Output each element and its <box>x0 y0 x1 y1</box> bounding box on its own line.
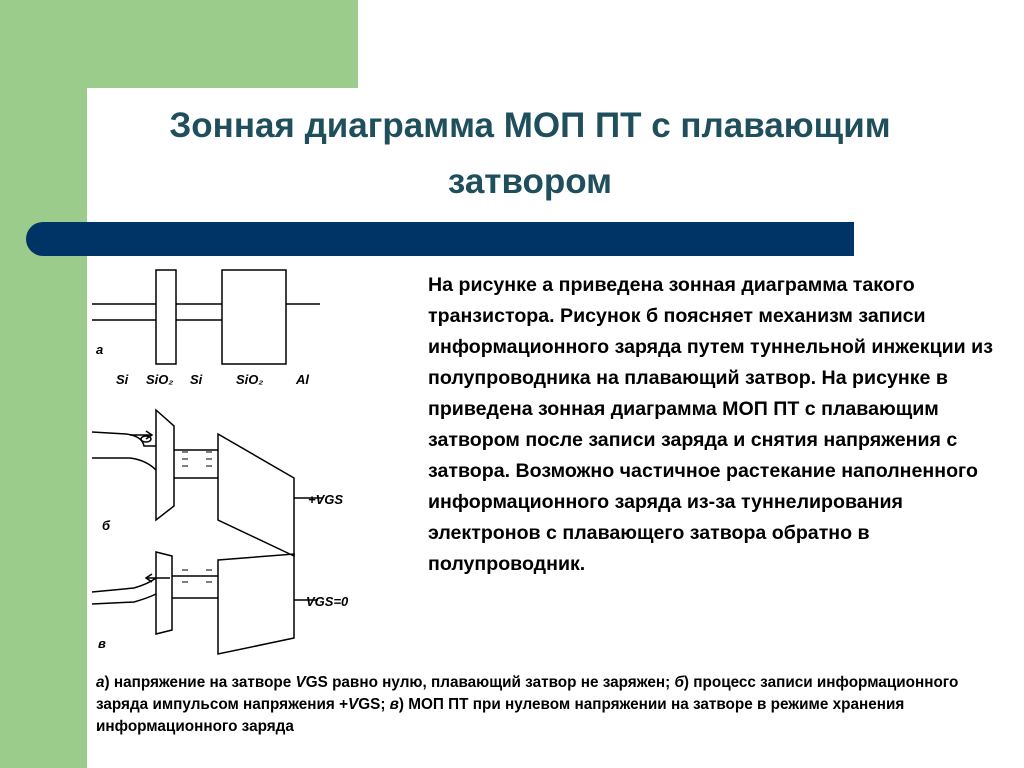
layer-si-label: Si <box>116 372 129 387</box>
panel-c-label: в <box>98 636 106 651</box>
panel-a-oxide-2 <box>222 270 286 364</box>
layer-si-2-label: Si <box>190 372 203 387</box>
caption-part-a: ) напряжение на затворе <box>104 674 296 691</box>
panel-b-label: б <box>102 518 111 533</box>
caption-part-a2: GS равно нулю, плавающий затвор не заряжен; <box>305 674 675 691</box>
title-line-1: Зонная диаграмма МОП ПТ с плавающим <box>169 106 891 145</box>
figure-caption <box>96 672 996 738</box>
title-line-2: затвором <box>447 162 613 201</box>
panel-b-oxide-2 <box>218 434 294 556</box>
panel-c-oxide-1 <box>156 552 172 634</box>
panel-c-oxide-2 <box>218 554 294 654</box>
panel-c-voltage: VGS=0 <box>306 594 349 609</box>
decor-green-strip <box>0 0 87 768</box>
panel-a-oxide-1 <box>156 270 176 364</box>
band-diagram <box>90 262 420 662</box>
panel-b-voltage: +VGS <box>308 492 344 507</box>
layer-sio2-1-label: SiO₂ <box>146 372 174 387</box>
panel-b-oxide-1 <box>156 410 174 520</box>
title-underline-bar <box>26 222 854 256</box>
caption-part-c: ) МОП ПТ при нулевом напряжении на затворе в режиме хранения информационного заряда <box>96 696 905 735</box>
panel-b-band-bottom <box>92 458 156 470</box>
caption-letter-v-2: V <box>348 696 359 713</box>
layer-sio2-2-label: SiO₂ <box>236 372 264 387</box>
caption-part-b2: GS; <box>358 696 390 713</box>
body-paragraph: На рисунке а приведена зонная диаграмма такого транзистора. Рисунок б поясняет механизм записи информационного заряда путем туннельной инжекции из полупроводника на плавающий затвор. На рисунке в приведена зонная диаграмма МОП ПТ с плавающим затвором после записи заряда и снятия напряжения с затвора. Возможно частичное растекание наполненного информационного заряда из-за туннелирования электронов с плавающего затвора обратно в полупроводник. <box>428 274 993 575</box>
caption-letter-a: а <box>96 674 105 691</box>
layer-al-label: Al <box>296 372 309 387</box>
panel-c-band-bottom <box>92 594 156 604</box>
caption-letter-b: б <box>674 674 684 691</box>
panel-c-band-top <box>92 578 156 592</box>
panel-a-label: а <box>96 342 104 357</box>
caption-letter-v: V <box>295 674 306 691</box>
caption-letter-c: в <box>389 696 399 713</box>
caption-part-b: ) процесс записи информационного заряда импульсом напряжения + <box>96 674 959 713</box>
slide-title <box>100 98 960 210</box>
